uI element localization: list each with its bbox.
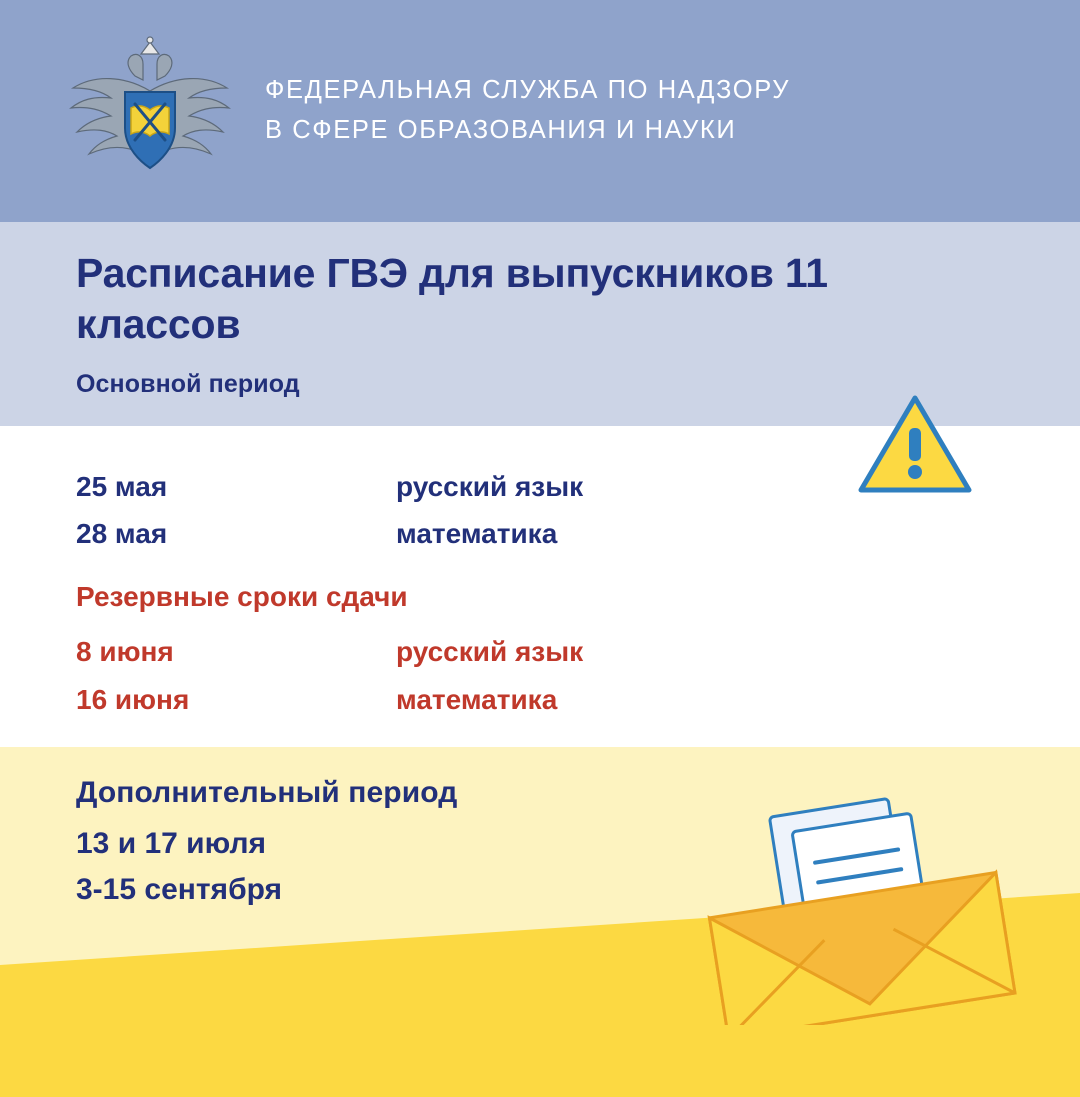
header-title <box>265 71 790 150</box>
additional-period-line-2: 3-15 сентября <box>76 873 283 906</box>
schedule-row-reserve <box>76 684 557 716</box>
exam-subject: математика <box>396 518 558 549</box>
envelope-document-icon <box>690 795 1020 1025</box>
exam-subject: математика <box>396 684 558 715</box>
page-title: Расписание ГВЭ для выпускников 11 классов <box>76 250 828 348</box>
header-line-2: В СФЕРЕ ОБРАЗОВАНИЯ И НАУКИ <box>265 116 737 144</box>
page-subtitle: Основной период <box>76 370 300 398</box>
schedule-row <box>76 518 557 550</box>
header-bar <box>0 0 1080 222</box>
schedule-row <box>76 471 583 503</box>
warning-triangle-icon <box>855 390 975 500</box>
exam-date: 8 июня <box>76 636 174 667</box>
reserve-heading: Резервные сроки сдачи <box>76 581 408 612</box>
exam-subject: русский язык <box>396 636 584 667</box>
exam-date: 16 июня <box>76 684 190 715</box>
exam-date: 28 мая <box>76 518 168 549</box>
exam-subject: русский язык <box>396 471 584 502</box>
rosobrnadzor-emblem-icon <box>55 36 245 186</box>
schedule-row-reserve <box>76 636 583 668</box>
header-line-1: ФЕДЕРАЛЬНАЯ СЛУЖБА ПО НАДЗОРУ <box>265 76 791 105</box>
additional-period-line-1: 13 и 17 июля <box>76 827 267 860</box>
additional-period-title: Дополнительный период <box>76 776 458 809</box>
exam-date: 25 мая <box>76 471 168 502</box>
